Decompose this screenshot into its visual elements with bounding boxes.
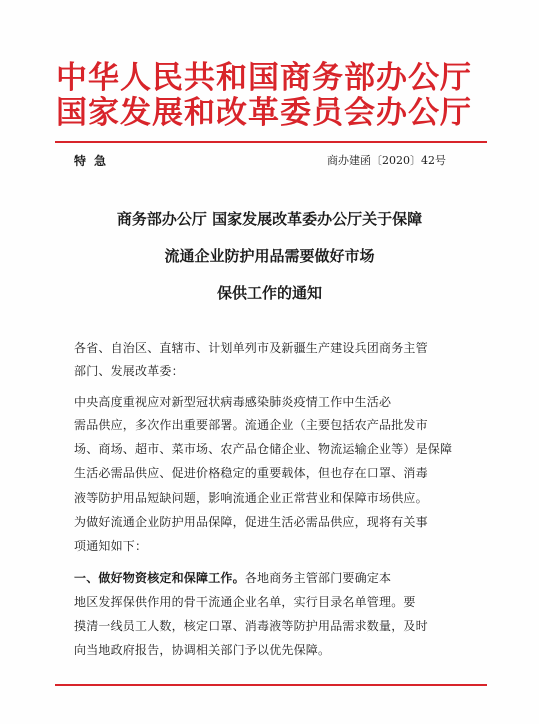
body-line: 各省、自治区、直辖市、计划单列市及新疆生产建设兵团商务主管 (74, 341, 428, 355)
body-line: 向当地政府报告，协调相关部门予以优先保障。 (74, 643, 331, 657)
body-line: 项通知如下： (74, 539, 148, 553)
document-number: 商办建函〔2020〕42号 (327, 154, 446, 167)
red-divider-top (55, 141, 487, 143)
issuer-header-ndrc: 国家发展和改革委员会办公厅 (56, 95, 472, 131)
notice-title-line-1: 商务部办公厅 国家发展改革委办公厅关于保障 (116, 210, 423, 228)
body-line: 地区发挥保供作用的骨干流通企业名单，实行目录名单管理。要 (74, 595, 416, 609)
body-line: 场、商场、超市、菜市场、农产品仓储企业、物流运输企业等）是保障 (74, 442, 453, 456)
body-line: 部门、发展改革委： (74, 364, 184, 378)
body-line: 为做好流通企业防护用品保障，促进生活必需品供应，现将有关事 (74, 515, 428, 529)
section-1-heading: 一、做好物资核定和保障工作。 (74, 571, 245, 585)
body-line: 需品供应，多次作出重要部署。流通企业（主要包括农产品批发市 (74, 418, 428, 432)
issuer-header-commerce: 中华人民共和国商务部办公厅 (56, 60, 472, 96)
body-line: 摸清一线员工人数，核定口罩、消毒液等防护用品需求数量，及时 (74, 619, 428, 633)
section-1-first-line (74, 570, 391, 586)
notice-title-line-2: 流通企业防护用品需要做好市场 (164, 247, 375, 265)
body-line: 液等防护用品短缺问题，影响流通企业正常营业和保障市场供应。 (74, 491, 428, 505)
red-divider-bottom (55, 684, 487, 686)
priority-label: 特急 (74, 154, 115, 168)
body-line: 生活必需品供应、促进价格稳定的重要载体，但也存在口罩、消毒 (74, 466, 428, 480)
section-1-text: 各地商务主管部门要确定本 (244, 571, 392, 585)
body-line: 中央高度重视应对新型冠状病毒感染肺炎疫情工作中生活必 (74, 395, 392, 409)
notice-title-line-3: 保供工作的通知 (216, 284, 322, 302)
